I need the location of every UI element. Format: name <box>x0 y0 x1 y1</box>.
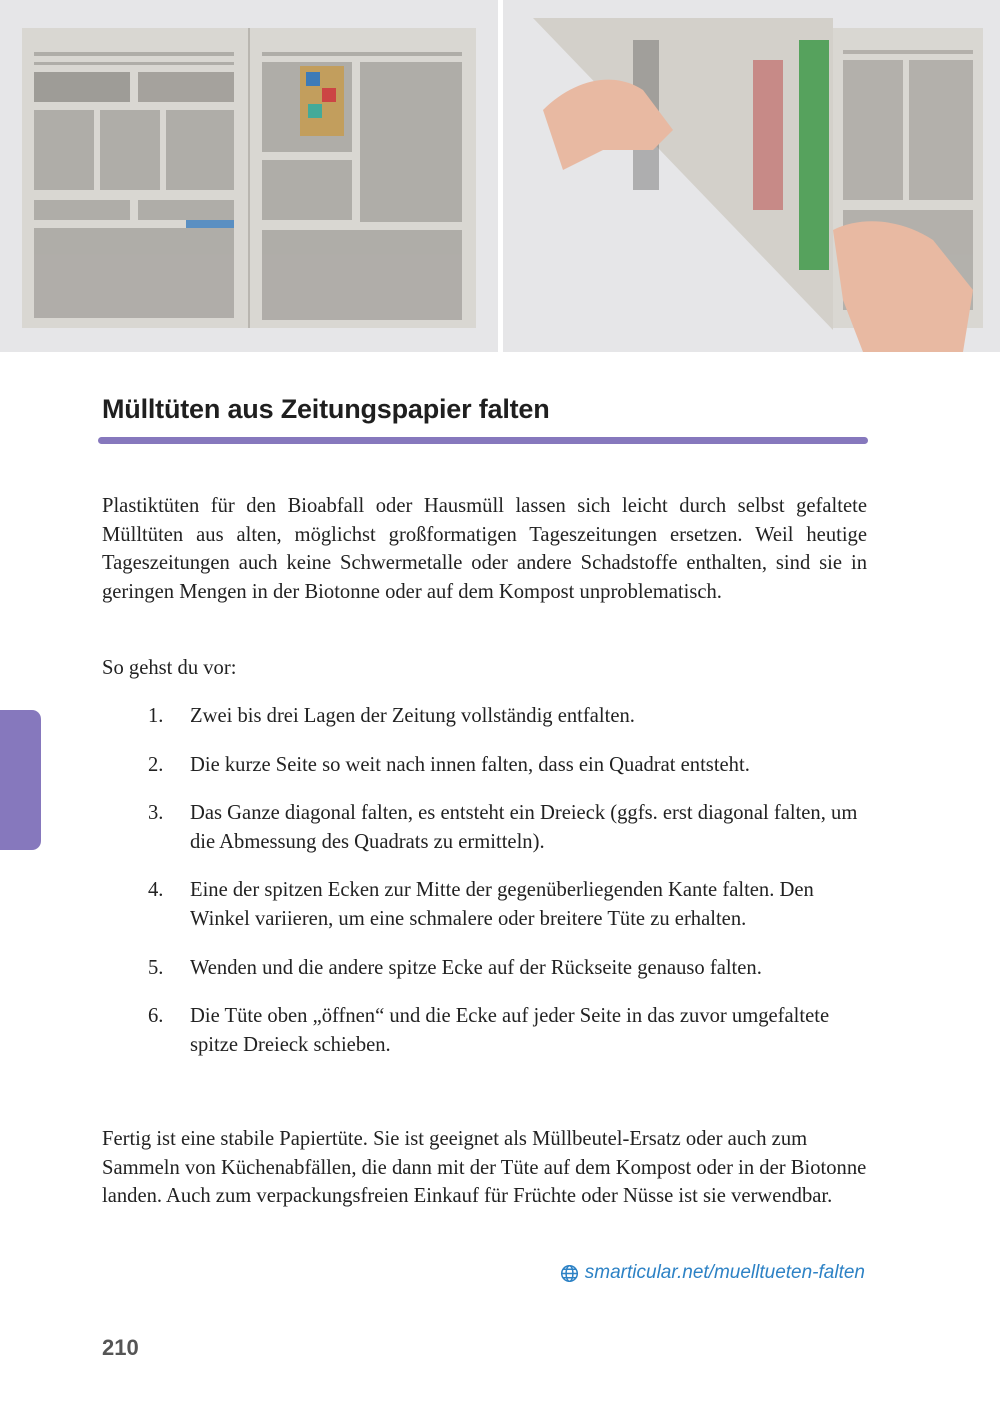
intro-paragraph: Plastiktüten für den Bioabfall oder Hausmüll lassen sich leicht durch selbst gefaltete Mülltüten aus alten, möglichst großformatigen Tageszeitungen ersetzen. Weil heutige Tageszeitungen auch keine Schwermetalle oder andere Schadstoffe enthalten, sind sie in geringen Mengen in der Biotonne oder auf dem Kompost unproblematisch. <box>102 495 867 603</box>
step-number: 3. <box>148 802 164 825</box>
step-text: Zwei bis drei Lagen der Zeitung vollständig entfalten. <box>190 705 635 727</box>
step-number: 6. <box>148 1005 164 1028</box>
step-number: 4. <box>148 879 164 902</box>
steps-lead: So gehst du vor: <box>102 657 237 679</box>
step-number: 1. <box>148 705 164 727</box>
page-heading: Mülltüten aus Zeitungspapier falten <box>102 394 550 424</box>
step-item <box>102 1002 867 1059</box>
heading-underline <box>98 437 868 444</box>
step-item <box>102 876 867 933</box>
step-item <box>102 751 867 780</box>
step-text: Eine der spitzen Ecken zur Mitte der gegenüberliegenden Kante falten. Den Winkel variieren, um eine schmalere oder breitere Tüte zu erhalten. <box>190 879 814 930</box>
source-link-text: smarticular.net/muelltueten-falten <box>584 1262 865 1283</box>
step-number: 2. <box>148 753 164 776</box>
step-text: Das Ganze diagonal falten, es entsteht ein Dreieck (ggfs. erst diagonal falten, um die Abmessung des Quadrats zu ermitteln). <box>190 802 858 853</box>
step-text: Die Tüte oben „öffnen“ und die Ecke auf jeder Seite in das zuvor umgefaltete spitze Dreieck schieben. <box>190 1005 830 1056</box>
step-item <box>102 702 867 731</box>
step-text: Die kurze Seite so weit nach innen falten, dass ein Quadrat entsteht. <box>190 753 750 776</box>
conclusion-paragraph: Fertig ist eine stabile Papiertüte. Sie ist geeignet als Müllbeutel-Ersatz oder auch zum Sammeln von Küchenabfällen, die dann mit der Tüte auf dem Kompost oder in der Biotonne landen. Auch zum verpackungsfreien Einkauf für Früchte oder Nüsse ist sie verwendbar. <box>102 1128 867 1208</box>
page-number: 210 <box>102 1335 139 1360</box>
folding-newspaper-hands-photo <box>503 0 1000 352</box>
step-item <box>102 954 867 983</box>
chapter-tab <box>0 710 41 850</box>
unfolded-newspaper-photo <box>0 0 498 352</box>
globe-icon <box>560 1264 579 1283</box>
step-number: 5. <box>148 956 164 979</box>
source-link[interactable] <box>560 1262 865 1284</box>
step-item <box>102 799 867 856</box>
steps-list <box>102 702 867 1079</box>
step-text: Wenden und die andere spitze Ecke auf der Rückseite genauso falten. <box>190 956 762 979</box>
